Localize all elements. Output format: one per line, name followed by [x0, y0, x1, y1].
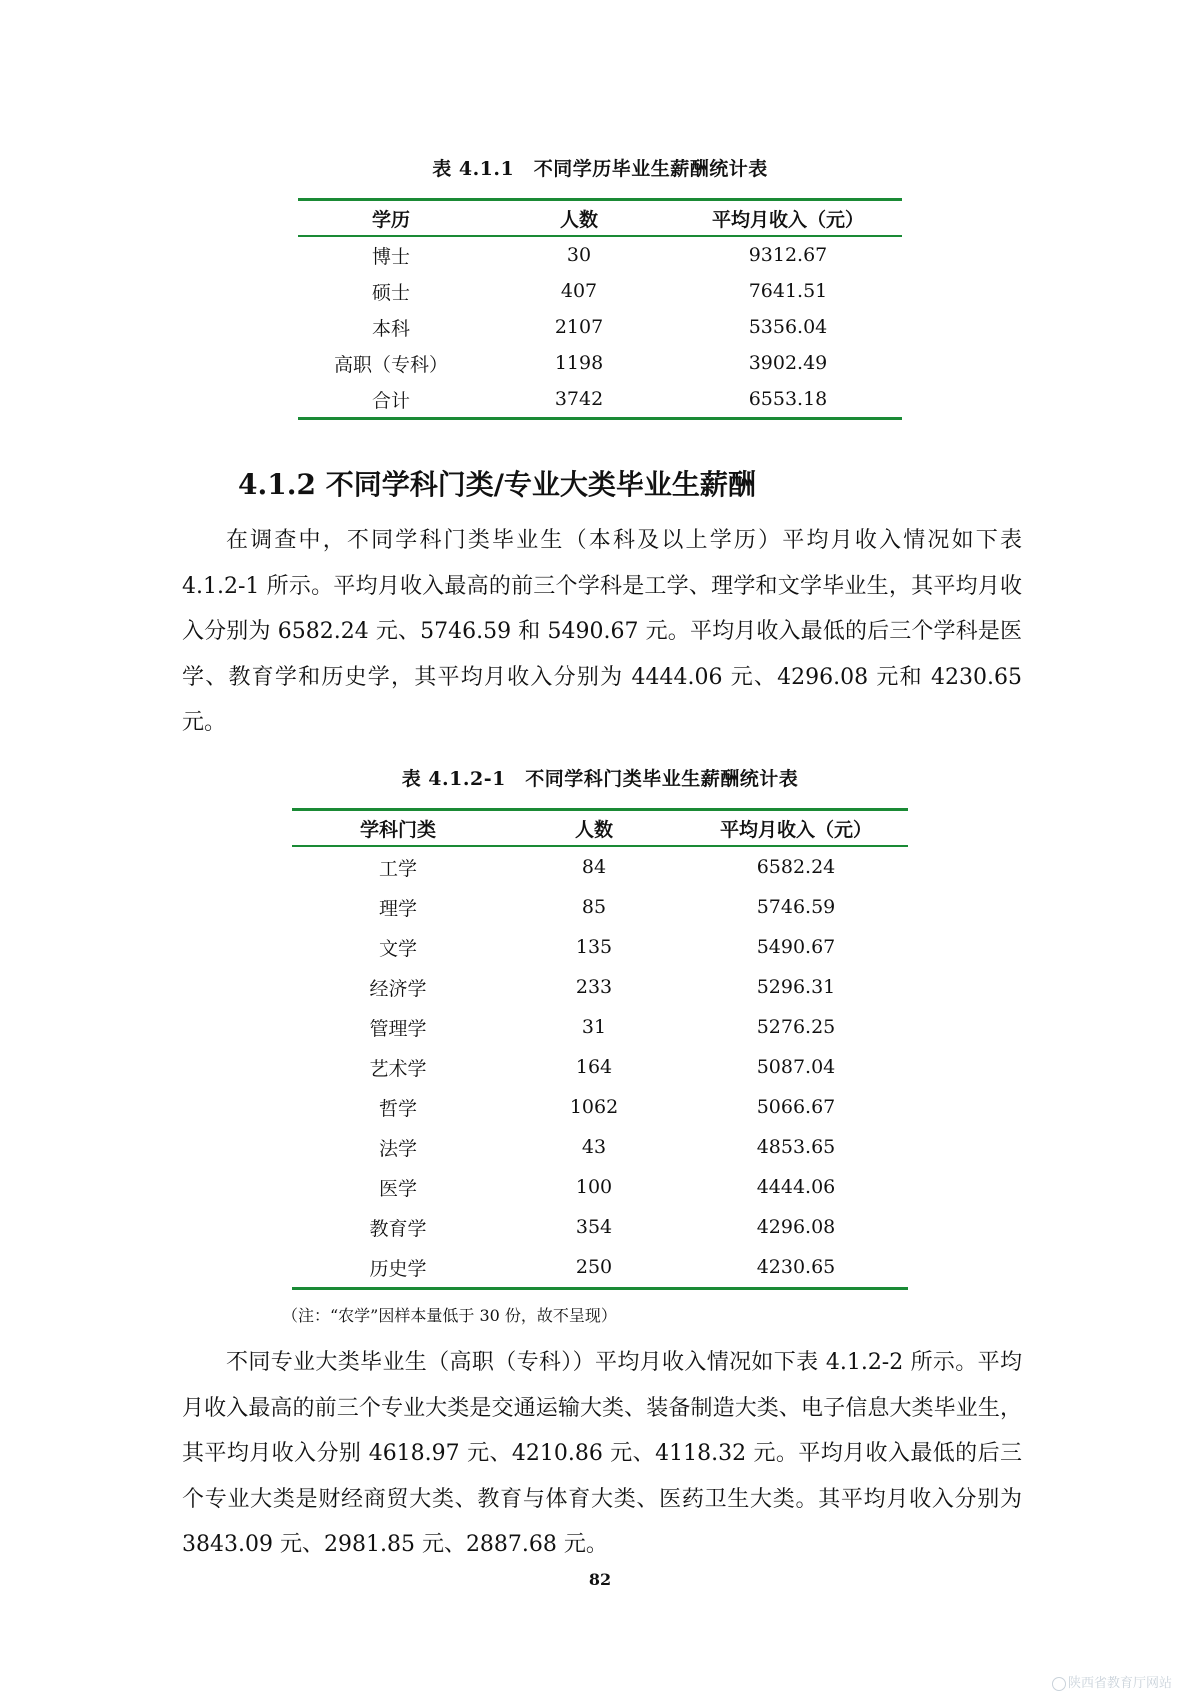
- table-cell: 43: [581, 1136, 607, 1158]
- table-cell: 250: [575, 1256, 613, 1278]
- section-heading: 4.1.2 不同学科门类/专业大类毕业生薪酬: [238, 468, 756, 501]
- table-cell: 合计: [371, 389, 410, 412]
- table-cell: 233: [575, 976, 613, 998]
- table-cell: 5276.25: [756, 1016, 836, 1038]
- table-note: （注：“农学”因样本量低于 30 份，故不呈现）: [282, 1306, 617, 1325]
- table-row: [292, 887, 908, 927]
- table-cell: 理学: [378, 897, 417, 920]
- table-row: [292, 1087, 908, 1127]
- column-header: 平均月收入（元）: [719, 818, 872, 841]
- column-header: 学科门类: [359, 818, 436, 841]
- column-header: 平均月收入（元）: [711, 208, 864, 231]
- table-cell: 1062: [569, 1096, 619, 1118]
- table-cell: 30: [566, 244, 592, 266]
- column-header: 学历: [371, 208, 410, 231]
- table-cell: 3742: [554, 388, 604, 410]
- table1-caption: 表 4.1.1 不同学历毕业生薪酬统计表: [432, 158, 768, 180]
- table-row: [292, 1047, 908, 1087]
- table-cell: 6553.18: [748, 388, 828, 410]
- table-row: [292, 1247, 908, 1289]
- watermark: [1052, 1672, 1172, 1691]
- table-row: [298, 309, 902, 345]
- table-cell: 4296.08: [756, 1216, 836, 1238]
- table-cell: 本科: [371, 317, 410, 340]
- table-row: [292, 927, 908, 967]
- table-row: [292, 1167, 908, 1207]
- page-number: 82: [588, 1570, 612, 1589]
- table-cell: 4230.65: [756, 1256, 836, 1278]
- table-cell: 经济学: [369, 977, 427, 1000]
- table-cell: 5490.67: [756, 936, 836, 958]
- table-cell: 3902.49: [748, 352, 828, 374]
- table-row: [292, 1207, 908, 1247]
- table-row: [298, 273, 902, 309]
- table-cell: 4853.65: [756, 1136, 836, 1158]
- education-salary-table: [298, 198, 902, 420]
- table-cell: 教育学: [369, 1217, 427, 1240]
- table-cell: 9312.67: [748, 244, 828, 266]
- table-cell: 135: [575, 936, 613, 958]
- table-row: [298, 345, 902, 381]
- table-cell: 工学: [378, 857, 417, 880]
- table-row: [292, 1007, 908, 1047]
- body-paragraph: 不同专业大类毕业生（高职（专科））平均月收入情况如下表 4.1.2-2 所示。平均月收入最高的前三个专业大类是交通运输大类、装备制造大类、电子信息大类毕业生，其平均月收入分别 4618.97 元、4210.86 元、4118.32 元。平均月收入最低的后三个专业大类是财经商贸大类、教育与体育大类、医药卫生大类。其平均月收入分别为 3843.09 元、2981.85 元、2887.68 元。: [182, 1350, 1022, 1557]
- table2-caption: 表 4.1.2-1 不同学科门类毕业生薪酬统计表: [401, 768, 799, 790]
- table-row: [298, 381, 902, 419]
- discipline-salary-table: [292, 808, 908, 1290]
- column-header: 人数: [574, 818, 613, 841]
- table-cell: 1198: [554, 352, 604, 374]
- table-row: [292, 967, 908, 1007]
- table-cell: 84: [581, 856, 607, 878]
- table-cell: 历史学: [369, 1257, 427, 1280]
- globe-icon: [1052, 1677, 1066, 1691]
- table-cell: 2107: [554, 316, 604, 338]
- table-cell: 354: [575, 1216, 613, 1238]
- column-header: 人数: [559, 208, 598, 231]
- table-cell: 100: [575, 1176, 613, 1198]
- table-header-row: [292, 810, 908, 847]
- watermark-text: 陕西省教育厅网站: [1067, 1676, 1172, 1691]
- table-cell: 5746.59: [756, 896, 836, 918]
- table-cell: 164: [575, 1056, 613, 1078]
- table-cell: 6582.24: [756, 856, 836, 878]
- table-row: [298, 236, 902, 273]
- table-cell: 医学: [378, 1177, 417, 1200]
- table-cell: 4444.06: [756, 1176, 836, 1198]
- table-cell: 31: [581, 1016, 607, 1038]
- table-cell: 哲学: [378, 1097, 417, 1120]
- table-row: [292, 1127, 908, 1167]
- body-paragraph: 在调查中，不同学科门类毕业生（本科及以上学历）平均月收入情况如下表 4.1.2-1 所示。平均月收入最高的前三个学科是工学、理学和文学毕业生，其平均月收入分别为 6582.24 元、5746.59 和 5490.67 元。平均月收入最低的后三个学科是医学、教育学和历史学，其平均月收入分别为 4444.06 元、4296.08 元和 4230.65 元。: [182, 528, 1022, 735]
- table-cell: 法学: [378, 1137, 417, 1160]
- table-cell: 博士: [371, 245, 410, 268]
- table-cell: 艺术学: [369, 1057, 427, 1080]
- table-cell: 文学: [378, 937, 417, 960]
- table-cell: 5087.04: [756, 1056, 836, 1078]
- table-cell: 管理学: [369, 1017, 427, 1040]
- table-row: [292, 846, 908, 887]
- table-cell: 高职（专科）: [333, 353, 448, 376]
- table-cell: 407: [560, 280, 598, 302]
- table-cell: 5356.04: [748, 316, 828, 338]
- table-header-row: [298, 200, 902, 237]
- table-cell: 85: [581, 896, 607, 918]
- table-cell: 硕士: [371, 281, 410, 304]
- table-cell: 5066.67: [756, 1096, 836, 1118]
- table-cell: 7641.51: [748, 280, 828, 302]
- table-cell: 5296.31: [756, 976, 836, 998]
